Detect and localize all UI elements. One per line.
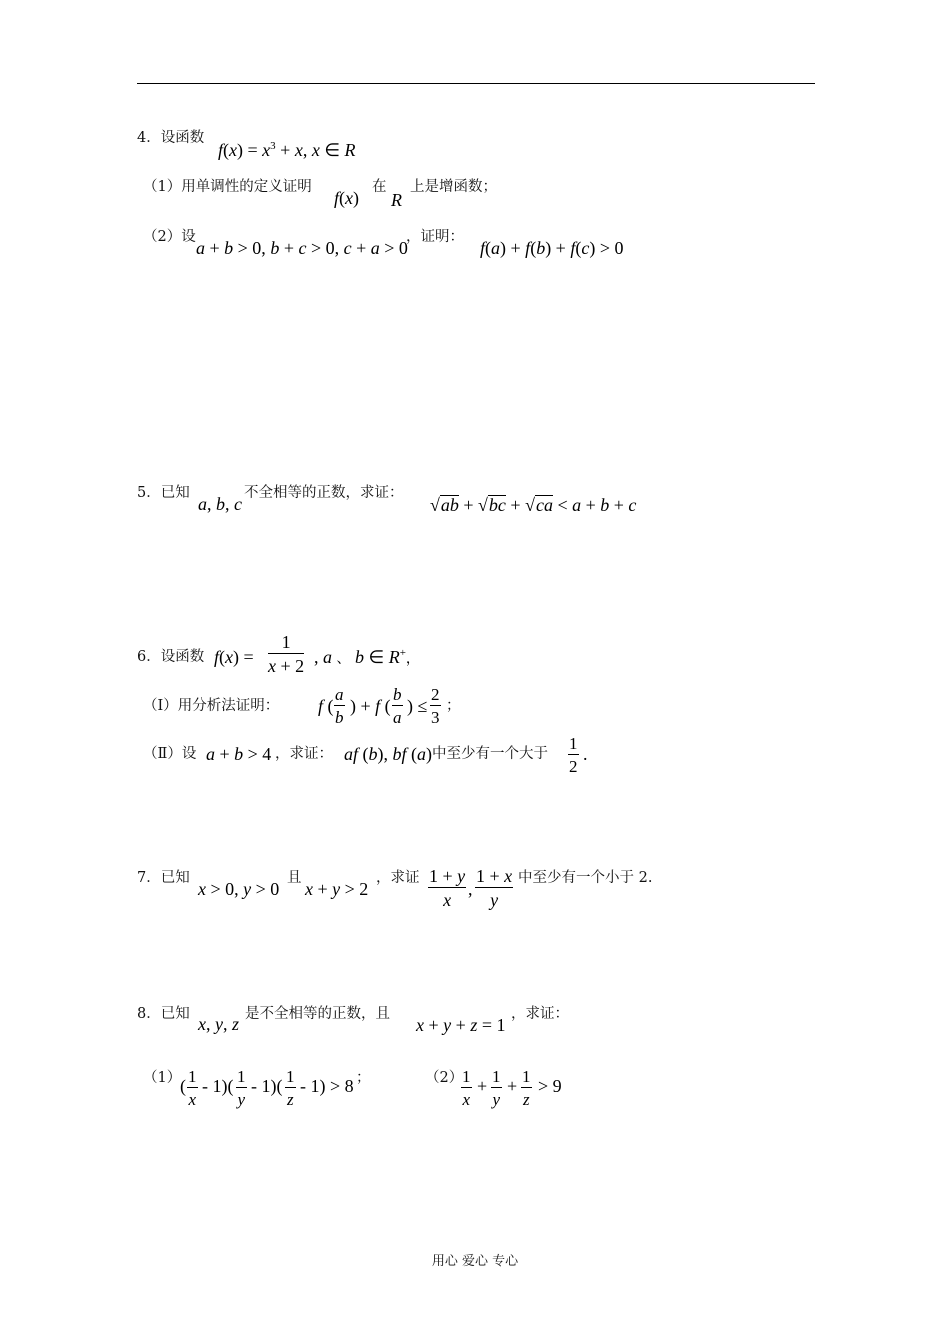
- problem-4-part2-goal: f(a) + f(b) + f(c) > 0: [480, 238, 624, 258]
- problem-6-part1-mid: ) + f (: [350, 696, 391, 716]
- problem-8-part1-seg3: - 1) > 8: [300, 1076, 354, 1096]
- problem-4-part2-condition: a + b > 0, b + c > 0, c + a > 0: [196, 238, 408, 258]
- problem-7-frac-1: $\frac{1 + y}{x}$: [429, 866, 466, 910]
- problem-6-part2-period: .: [583, 744, 588, 764]
- problem-6-part1-frac-a-b: $\frac{a}{b}$: [335, 685, 344, 727]
- problem-6-part1-frac-b-a: $\frac{b}{a}$: [393, 685, 402, 727]
- problem-7-and: 且: [287, 870, 302, 886]
- problem-8-part1-semicolon: ；: [356, 1070, 371, 1086]
- problem-8-part2-gt: > 9: [538, 1076, 562, 1096]
- header-rule: [137, 83, 815, 84]
- problem-8-part2-plus1: +: [477, 1076, 488, 1096]
- problem-7-text-b: ，求证: [376, 870, 420, 886]
- page-footer: 用心 爱心 专心: [431, 1254, 519, 1269]
- problem-6-part1-frac-2-3: $\frac{2}{3}$: [431, 685, 440, 727]
- problem-8-part2-frac-y: $\frac{1}{y}$: [492, 1067, 501, 1109]
- problem-8-part2-frac-x: $\frac{1}{x}$: [462, 1067, 471, 1109]
- problem-4-part1-text-a: （1）用单调性的定义证明: [143, 179, 312, 195]
- problem-8-part1-frac-z: $\frac{1}{z}$: [286, 1067, 295, 1109]
- problem-8-part1-seg2: - 1)(: [251, 1076, 283, 1096]
- problem-8-condition: x + y + z = 1: [416, 1015, 506, 1035]
- problem-8-part1-frac-x: $\frac{1}{x}$: [188, 1067, 197, 1109]
- problem-7-condition-1: x > 0, y > 0: [198, 879, 280, 899]
- problem-6-part1-f1: f (: [318, 696, 334, 716]
- problem-8-lead: 8．已知: [137, 1006, 190, 1022]
- problem-8-part2-frac-z: $\frac{1}{z}$: [522, 1067, 531, 1109]
- problem-4-function: $f(x) = x^3 + x$, x ∈ R: [218, 140, 356, 160]
- problem-8-part1-seg1: - 1)(: [202, 1076, 234, 1096]
- problem-8-part1-open1: (: [180, 1076, 186, 1096]
- problem-4-lead: 4．设函数: [137, 130, 205, 146]
- problem-5-text: 不全相等的正数，求证：: [244, 485, 404, 501]
- problem-5-goal: √ab + √bc + √ca < a + b + c: [430, 495, 637, 515]
- problem-5-lead: 5．已知: [137, 485, 190, 501]
- problem-6-part2-condition: a + b > 4: [206, 744, 272, 764]
- problem-6-part2-text-a: （Ⅱ）设: [143, 746, 197, 762]
- problem-4-part1-text-c: 上是增函数；: [410, 179, 497, 195]
- problem-8-vars: x, y, z: [198, 1014, 240, 1034]
- problem-8-part2-plus2: +: [507, 1076, 518, 1096]
- problem-6-after: , a 、 b ∈ R+，: [314, 647, 420, 667]
- problem-6-function-lhs: f(x) =: [214, 647, 254, 667]
- problem-6-part2-frac-1-2: $\frac{1}{2}$: [569, 734, 578, 776]
- problem-6-part2-text-c: 中至少有一个大于: [432, 746, 548, 762]
- problem-6-function-fraction: $\frac{1}{x + 2}$: [268, 632, 305, 676]
- problem-7-lead: 7．已知: [137, 870, 190, 886]
- problem-7-frac-2: $\frac{1 + x}{y}$: [476, 866, 513, 910]
- problem-4-part1-R: R: [391, 190, 402, 210]
- problem-8-text-b: ，求证：: [511, 1006, 569, 1022]
- problem-6-lead: 6．设函数: [137, 649, 205, 665]
- problem-6-part2-exprs: af (b), bf (a): [344, 744, 433, 764]
- problem-4-part1-text-b: 在: [372, 179, 387, 195]
- problem-7-condition-2: x + y > 2: [305, 879, 369, 899]
- problem-8-part2-label: （2）: [425, 1070, 464, 1086]
- problem-4-part2-text-b: ，证明：: [406, 229, 464, 245]
- problem-8-text: 是不全相等的正数，且: [245, 1006, 390, 1022]
- problem-6-part1-le: ) ≤: [407, 696, 428, 716]
- problem-7-text-c: 中至少有一个小于 2.: [518, 870, 653, 886]
- problem-8-part1-frac-y: $\frac{1}{y}$: [237, 1067, 246, 1109]
- problem-6-part1-text: （Ⅰ）用分析法证明：: [143, 698, 280, 714]
- problem-4-part2-text-a: （2）设: [143, 229, 196, 245]
- problem-6-part2-text-b: ，求证：: [275, 746, 333, 762]
- problem-7-comma: ,: [468, 879, 473, 899]
- problem-4-part1-fx: f(x): [334, 188, 360, 208]
- problem-5-vars: a, b, c: [198, 494, 242, 514]
- problem-8-part1-label: （1）: [143, 1070, 182, 1086]
- problem-6-part1-semicolon: ；: [446, 698, 461, 714]
